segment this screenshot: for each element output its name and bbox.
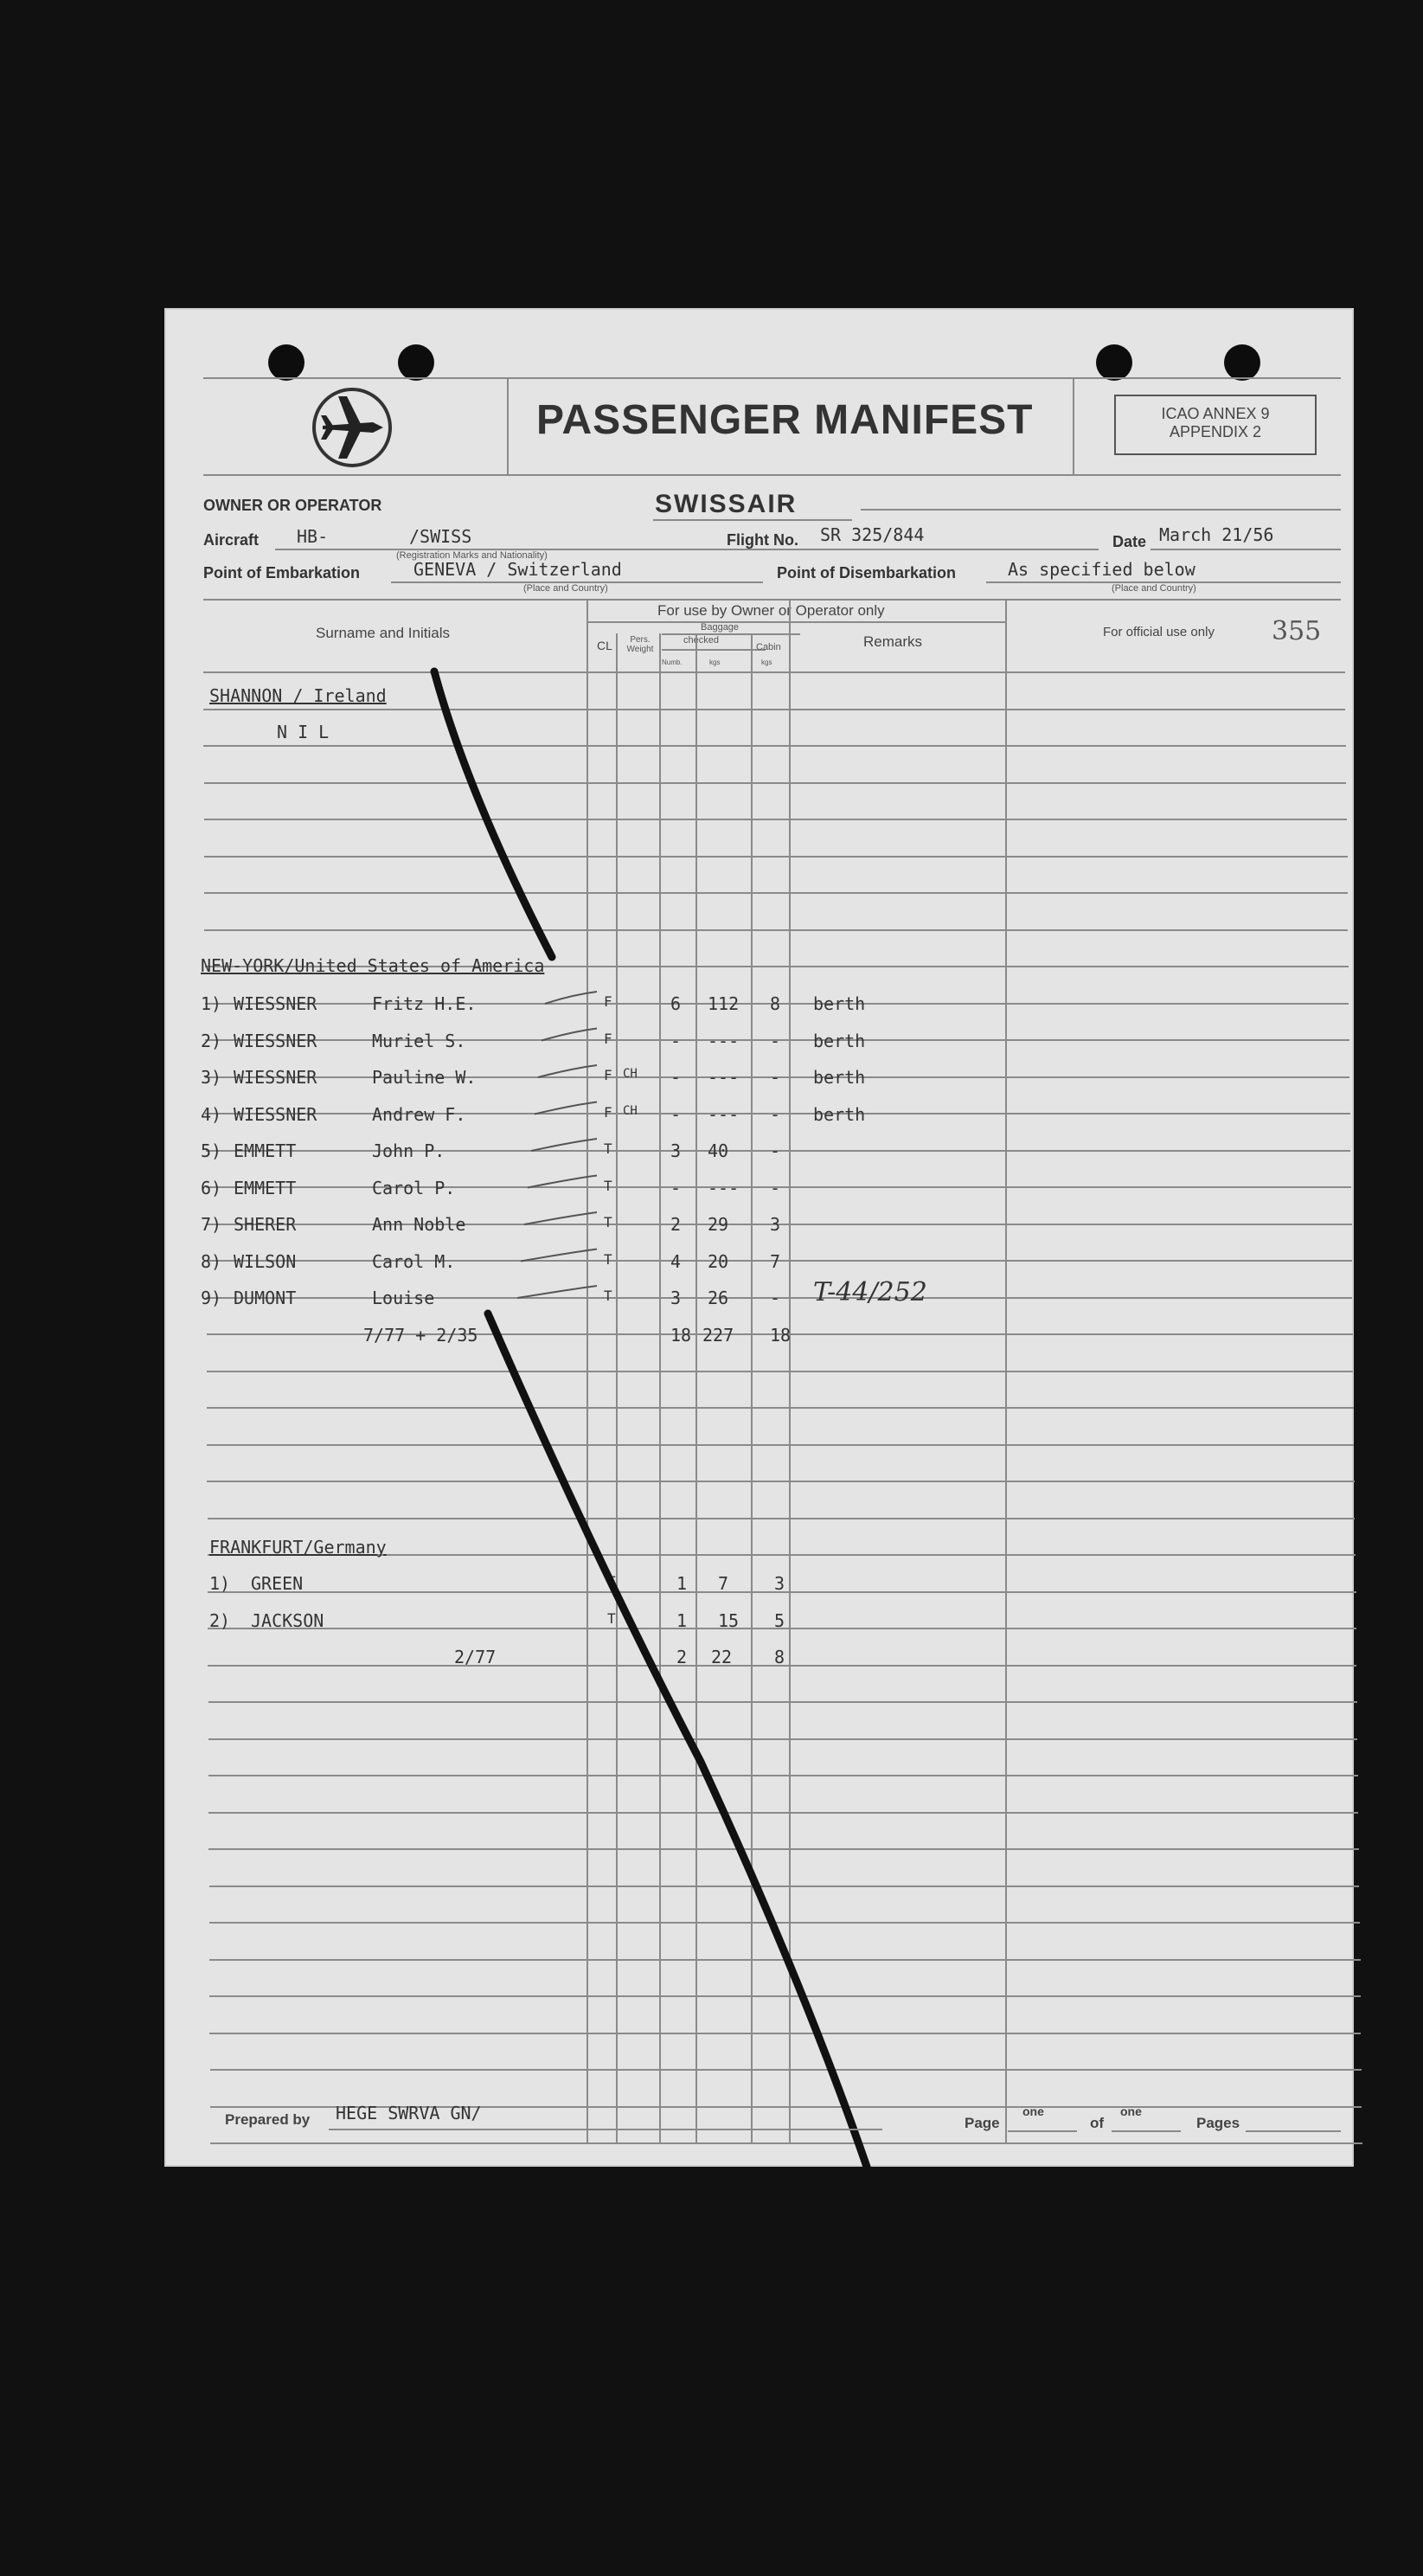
passenger-pers-weight: CH [623,1067,638,1081]
baggage-cabin-kgs: - [770,1067,781,1088]
passenger-given-names: Louise [372,1288,435,1308]
passenger-surname: WIESSNER [234,1067,317,1088]
baggage-checked-kgs: --- [708,1067,740,1088]
flight-label: Flight No. [727,531,798,549]
passenger-number: 2) [201,1030,222,1051]
passenger-given-names: Andrew F. [372,1103,466,1125]
header-kgs: kgs [709,658,721,666]
passenger-remarks: berth [813,1067,866,1088]
passenger-surname: WIESSNER [234,993,317,1014]
passenger-class: T [604,1140,612,1157]
baggage-count: 6 [670,993,682,1014]
passenger-number: 7) [201,1214,222,1235]
section-heading: FRANKFURT/Germany [209,1537,387,1558]
passenger-class: T [604,1250,612,1268]
header-official-number: 355 [1272,616,1322,646]
passenger-number: 6) [201,1177,222,1198]
owner-label: OWNER OR OPERATOR [203,497,382,514]
aircraft-caption: (Registration Marks and Nationality) [396,550,548,561]
total-baggage-count: 18 [670,1324,692,1346]
header-kgs-cabin: kgs [761,658,772,666]
header-pers-weight: Pers. Weight [626,635,654,654]
baggage-cabin-kgs: 3 [770,1214,781,1235]
baggage-count: - [670,1030,682,1051]
passenger-surname: DUMONT [234,1288,297,1308]
section-heading: SHANNON / Ireland [209,685,387,706]
pages-label: Pages [1196,2115,1240,2131]
passenger-given-names: Ann Noble [372,1214,466,1235]
baggage-cabin-kgs: - [770,1103,781,1125]
baggage-count: 3 [670,1288,682,1308]
section-note: N I L [277,722,330,742]
aircraft-prefix: HB- [297,526,329,547]
passenger-class: T [604,1288,612,1304]
passenger-class: T [607,1609,616,1627]
passenger-number: 5) [201,1140,222,1161]
passenger-number: 1) [209,1573,231,1594]
passenger-surname: WILSON [234,1250,297,1272]
passenger-class: T [604,1177,612,1194]
owner-value: SWISSAIR [655,490,798,518]
baggage-cabin-kgs: - [770,1288,781,1308]
header-cabin: Cabin [756,642,781,652]
passenger-number: 1) [201,993,222,1014]
baggage-checked-kgs: --- [708,1103,740,1125]
passenger-class: F [604,1103,612,1121]
passenger-class: F [604,993,612,1010]
baggage-count: - [670,1103,682,1125]
baggage-count: 2 [670,1214,682,1235]
form-title: PASSENGER MANIFEST [536,397,1034,443]
passenger-surname: WIESSNER [234,1103,317,1125]
disembark-value: As specified below [1008,559,1195,580]
baggage-checked-kgs: 15 [718,1609,740,1631]
passenger-class: F [604,1030,612,1047]
passenger-remarks: T-44/252 [813,1277,927,1307]
embark-label: Point of Embarkation [203,564,361,581]
header-owner-use: For use by Owner or Operator only [657,602,885,619]
aircraft-label: Aircraft [203,531,260,549]
passenger-given-names: Fritz H.E. [372,993,477,1014]
baggage-count: 1 [676,1609,688,1631]
total-baggage-count: 2 [676,1647,688,1667]
baggage-checked-kgs: 20 [708,1250,729,1272]
baggage-count: - [670,1067,682,1088]
passenger-number: 2) [209,1609,231,1631]
page-value: one [1022,2104,1044,2118]
baggage-cabin-kgs: 7 [770,1250,781,1272]
baggage-checked-kgs: 112 [708,993,740,1014]
baggage-cabin-kgs: - [770,1177,781,1198]
of-label: of [1090,2115,1105,2131]
disembark-caption: (Place and Country) [1112,583,1196,594]
baggage-checked-kgs: --- [708,1030,740,1051]
section-heading: NEW-YORK/United States of America [201,955,545,976]
baggage-checked-kgs: 29 [708,1214,729,1235]
passenger-given-names: John P. [372,1140,445,1161]
date-label: Date [1112,533,1147,550]
passenger-surname: EMMETT [234,1140,297,1161]
disembark-label: Point of Disembarkation [777,564,957,581]
passenger-remarks: berth [813,1103,866,1125]
prepared-value: HEGE SWRVA GN/ [336,2103,482,2123]
strike-marks [164,308,1354,2167]
passenger-surname: SHERER [234,1214,297,1235]
icao-appendix: APPENDIX 2 [1169,423,1262,440]
baggage-count: - [670,1177,682,1198]
header-official: For official use only [1103,625,1215,639]
header-surname: Surname and Initials [316,625,450,641]
of-value: one [1120,2104,1142,2118]
passenger-remarks: berth [813,1030,866,1051]
page-label: Page [965,2115,1000,2131]
passenger-given-names: Carol M. [372,1250,456,1272]
passenger-surname: EMMETT [234,1177,297,1198]
baggage-count: 3 [670,1140,682,1161]
embark-caption: (Place and Country) [523,583,608,594]
icao-annex: ICAO ANNEX 9 [1161,405,1270,422]
baggage-checked-kgs: 7 [718,1573,729,1594]
aircraft-suffix: /SWISS [409,526,472,547]
header-num: Numb. [662,658,683,666]
baggage-cabin-kgs: - [770,1030,781,1051]
embark-value: GENEVA / Switzerland [413,559,622,580]
passenger-surname: GREEN [251,1573,304,1594]
passenger-number: 8) [201,1250,222,1272]
passenger-number: 4) [201,1103,222,1125]
section-total-label: 7/77 + 2/35 [363,1324,478,1346]
total-cabin-kgs: 18 [770,1324,792,1346]
baggage-checked-kgs: --- [708,1177,740,1198]
baggage-checked-kgs: 26 [708,1288,729,1308]
baggage-count: 4 [670,1250,682,1272]
baggage-cabin-kgs: 3 [774,1573,785,1594]
prepared-label: Prepared by [225,2111,311,2128]
header-remarks: Remarks [863,633,923,650]
header-baggage: Baggage [701,622,740,633]
baggage-cabin-kgs: 5 [774,1609,785,1631]
passenger-surname: WIESSNER [234,1030,317,1051]
manifest-paper [164,308,1354,2167]
passenger-given-names: Pauline W. [372,1067,477,1088]
baggage-checked-kgs: 40 [708,1140,729,1161]
date-value: March 21/56 [1159,524,1274,545]
passenger-given-names: Carol P. [372,1177,456,1198]
baggage-count: 1 [676,1573,688,1594]
total-cabin-kgs: 8 [774,1647,785,1667]
passenger-class: T [604,1214,612,1230]
passenger-class: T [607,1573,616,1590]
total-checked-kgs: 22 [711,1647,733,1667]
passenger-given-names: Muriel S. [372,1030,466,1051]
header-checked: checked [683,635,719,646]
passenger-remarks: berth [813,993,866,1014]
flight-value: SR 325/844 [820,524,925,545]
passenger-surname: JACKSON [251,1609,324,1631]
passenger-pers-weight: CH [623,1103,638,1118]
baggage-cabin-kgs: 8 [770,993,781,1014]
baggage-cabin-kgs: - [770,1140,781,1161]
passenger-class: F [604,1067,612,1083]
section-total-label: 2/77 [454,1647,497,1667]
header-cl: CL [597,639,612,652]
passenger-number: 3) [201,1067,222,1088]
total-checked-kgs: 227 [702,1324,734,1346]
passenger-number: 9) [201,1288,222,1308]
